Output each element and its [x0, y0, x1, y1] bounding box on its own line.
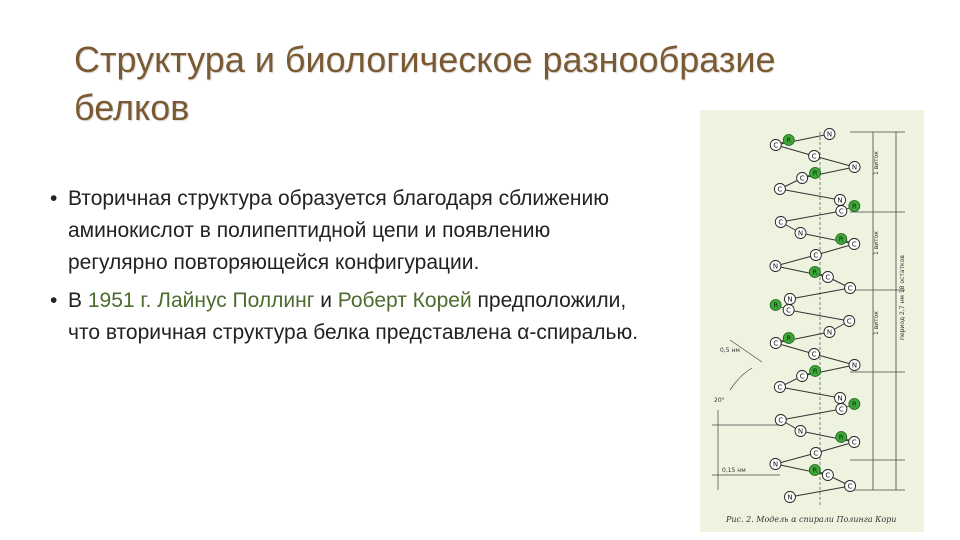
turn-label: 1 виток — [873, 151, 880, 175]
residue-label: R — [838, 433, 844, 442]
bullet-text-suffix: предположили, что вторичная структура белка представлена α-спиралью. — [68, 289, 639, 344]
residue-label: R — [838, 235, 844, 244]
atom-label: N — [826, 328, 833, 337]
atom-label: N — [826, 130, 833, 139]
turn-label: 1 виток — [873, 311, 880, 335]
atom-label: N — [772, 460, 779, 469]
atom-label: C — [825, 471, 831, 480]
alpha-helix-figure — [700, 110, 924, 532]
atom-label: C — [778, 218, 784, 227]
atom-label: C — [777, 185, 783, 194]
atom-label: C — [838, 207, 844, 216]
residue-label: R — [786, 334, 792, 343]
atom-label: C — [811, 350, 817, 359]
atom-label: C — [851, 240, 857, 249]
atom-label: C — [851, 438, 857, 447]
atom-label: C — [777, 383, 783, 392]
alpha-helix-diagram — [700, 110, 924, 532]
person-highlight: Лайнус Поллинг — [157, 289, 315, 312]
atom-label: C — [825, 273, 831, 282]
bullet-item — [50, 183, 650, 279]
residue-label: R — [812, 466, 818, 475]
atom-label: C — [813, 449, 819, 458]
backbone-bond — [789, 310, 850, 321]
atom-label: C — [847, 284, 853, 293]
bullet-text: Вторичная структура образуется благодаря сближению аминокислот в полипептидной цепи и появлению регулярно повторяющейся конфигурации. — [68, 187, 609, 274]
residue-label: R — [812, 169, 818, 178]
atom-label: C — [847, 482, 853, 491]
angle-label: 20° — [714, 397, 725, 404]
residue-label: R — [851, 400, 857, 409]
backbone-bond — [775, 255, 815, 266]
atom-label: C — [811, 152, 817, 161]
rise-label: 0,15 нм — [722, 467, 746, 474]
bullet-text-mid: и — [314, 289, 338, 312]
backbone-bond — [814, 156, 854, 167]
diameter-label: 0,5 нм — [720, 347, 740, 354]
year-highlight: 1951 г. — [87, 289, 152, 312]
turn-label: 1 виток — [873, 231, 880, 255]
atom-label: C — [799, 372, 805, 381]
backbone-bond — [780, 189, 840, 200]
slide-title: Структура и биологическое разнообразие белков — [74, 39, 776, 128]
dimension-annotations — [712, 132, 906, 505]
backbone-bond — [780, 387, 840, 398]
residue-label: R — [812, 367, 818, 376]
backbone-bond — [816, 442, 854, 453]
residue-label: R — [773, 301, 779, 310]
backbone-bond — [775, 453, 815, 464]
helix-atoms — [770, 129, 860, 503]
atom-label: C — [846, 317, 852, 326]
bullet-item — [50, 285, 650, 349]
bullet-text-prefix: В — [68, 289, 88, 312]
figure-caption: Рис. 2. Модель α спирали Полинга Кори — [726, 515, 897, 524]
backbone-bond — [776, 145, 814, 156]
backbone-bond — [776, 343, 814, 354]
atom-label: C — [773, 141, 779, 150]
atom-label: N — [837, 394, 843, 403]
atom-label: C — [838, 405, 844, 414]
bullet-list — [50, 183, 650, 355]
atom-label: C — [778, 416, 784, 425]
atom-label: N — [797, 427, 804, 436]
residue-label: R — [812, 268, 818, 277]
atom-label: N — [787, 493, 793, 502]
backbone-bond — [781, 409, 842, 420]
atom-label: C — [799, 174, 805, 183]
atom-label: C — [773, 339, 779, 348]
bullet-marker: • — [50, 289, 58, 312]
atom-label: C — [813, 251, 819, 260]
atom-label: N — [851, 361, 858, 370]
atom-label: N — [772, 262, 779, 271]
atom-label: N — [797, 229, 804, 238]
backbone-bond — [781, 211, 842, 222]
atom-label: N — [851, 163, 858, 172]
residue-label: R — [851, 202, 857, 211]
period-label: период 2,7 нм 18 остатков — [899, 255, 906, 340]
bullet-marker: • — [50, 187, 58, 210]
residue-label: R — [786, 136, 792, 145]
backbone-bond — [816, 244, 854, 255]
atom-label: C — [786, 306, 792, 315]
atom-label: N — [837, 196, 843, 205]
atom-label: N — [787, 295, 793, 304]
person-highlight: Роберт Корей — [337, 289, 472, 312]
